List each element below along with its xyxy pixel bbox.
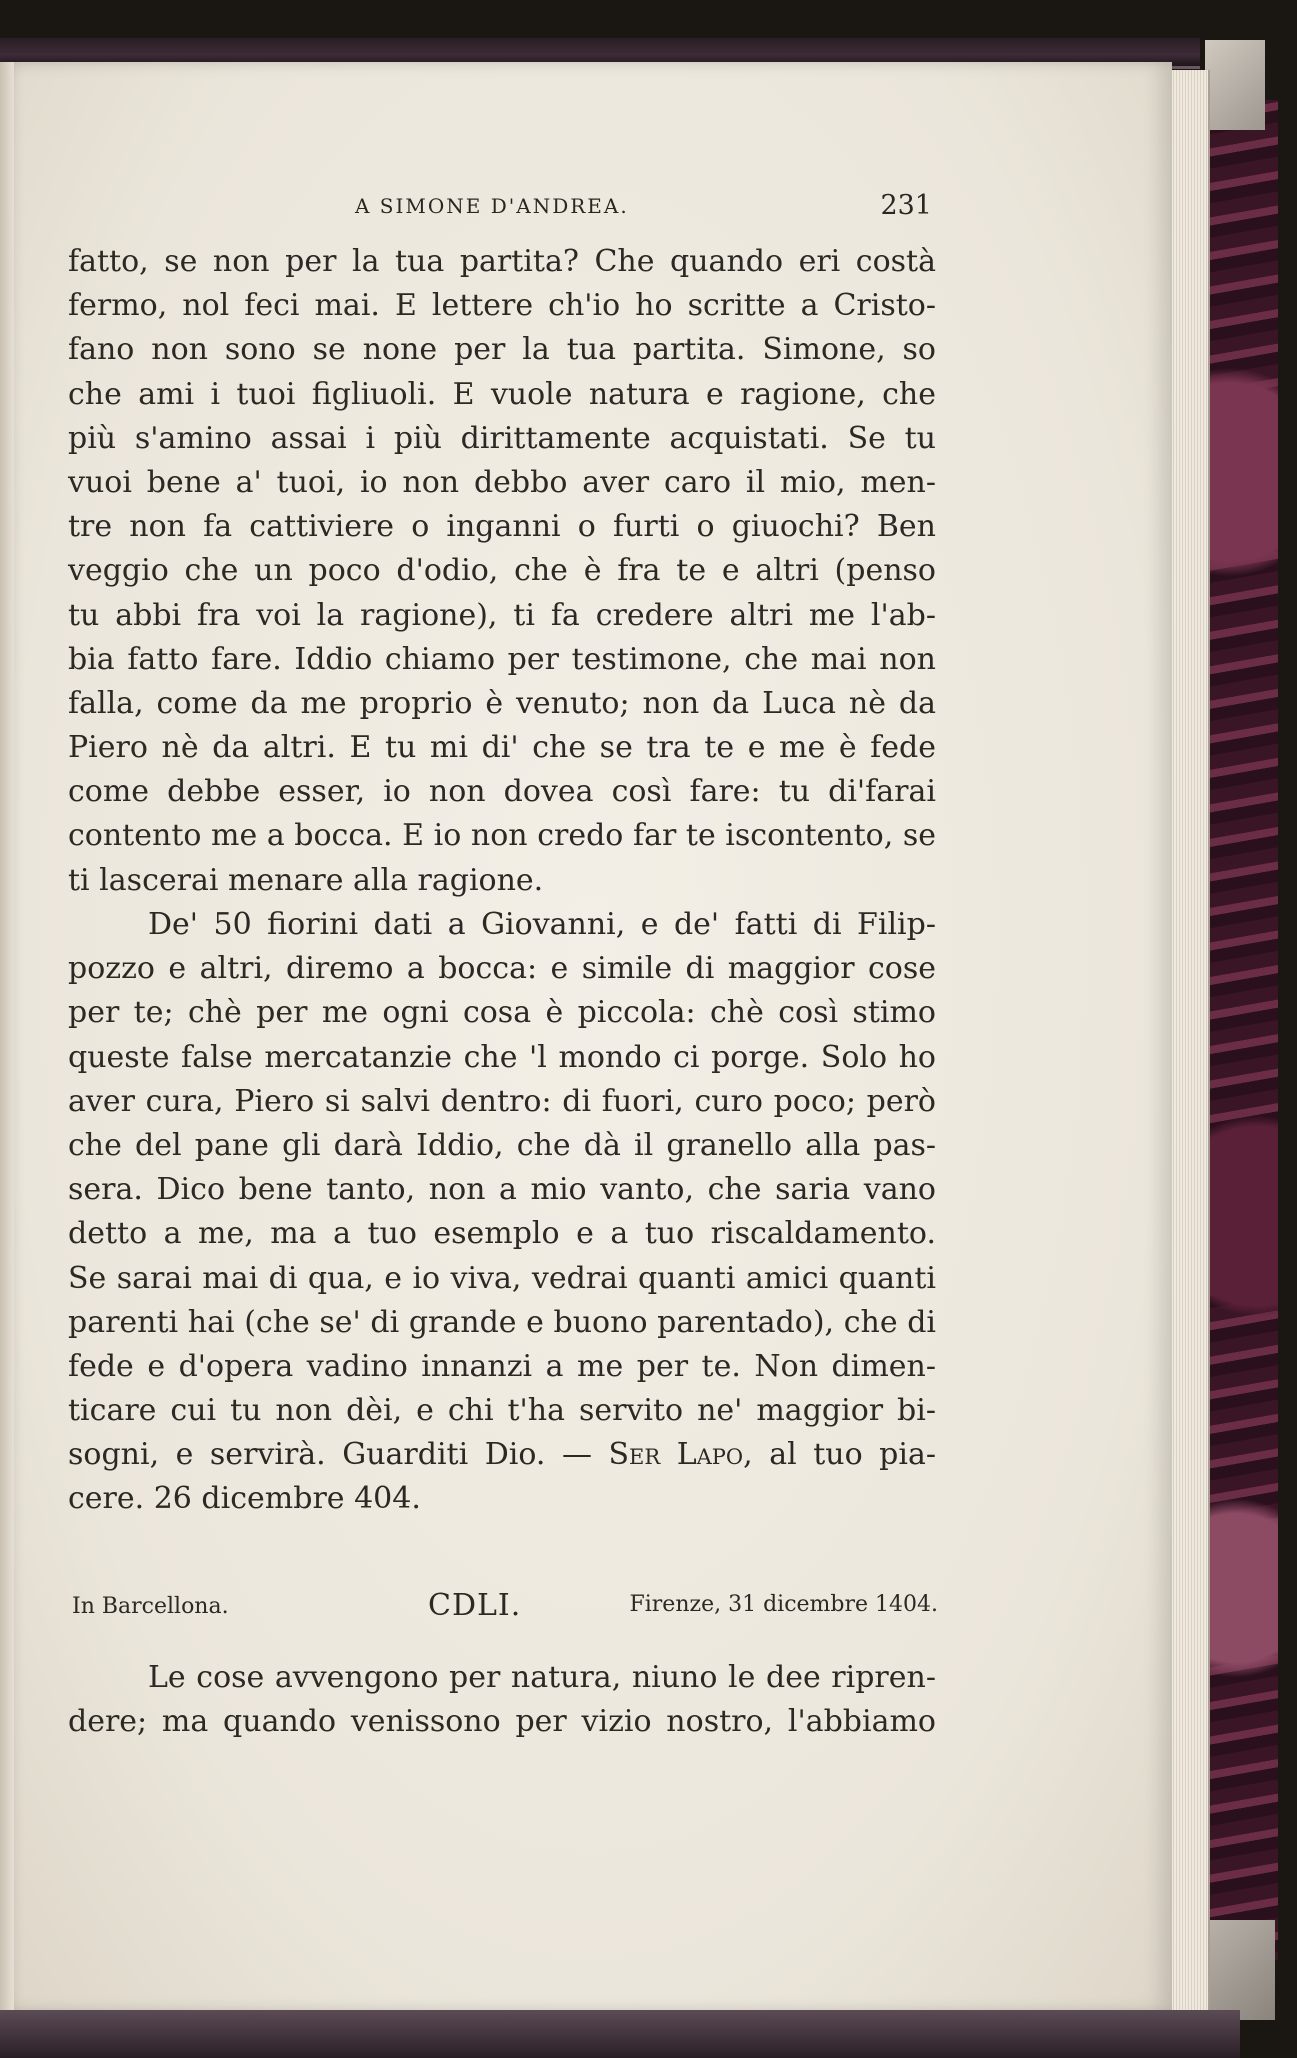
closing-text: sogni, e servirà. Guarditi Dio. — (68, 1437, 609, 1473)
cloth-corner-bottom (1205, 1920, 1275, 2020)
letter-date: Firenze, 31 dicembre 1404. (629, 1592, 938, 1617)
text-line: tre non fa cattiviere o inganni o furti o giuochi? Ben (68, 509, 936, 545)
text-line: pozzo e altri, diremo a bocca: e simile di maggior cose (68, 951, 936, 987)
text-line: vuoi bene a' tuoi, io non debbo aver caro il mio, men- (68, 464, 936, 500)
running-head (60, 190, 932, 224)
text-line: fatto, se non per la tua partita? Che quando eri costà (68, 244, 936, 279)
text-line: tu abbi fra voi la ragione), ti fa credere altri me l'ab- (68, 597, 936, 633)
text-line: più s'amino assai i più dirittamente acquistati. Se tu (68, 420, 936, 456)
book-cover-bottom (0, 2010, 1240, 2058)
cloth-corner-top (1205, 40, 1265, 130)
letter-body-paragraph-1 (68, 240, 936, 903)
facing-page-edge (0, 62, 14, 2012)
text-line: che ami i tuoi figliuoli. E vuole natura e ragione, che (68, 376, 936, 412)
text-line: falla, come da me proprio è venuto; non da Luca nè da (68, 685, 936, 721)
text-line: aver cura, Piero si salvi dentro: di fuori, curo poco; però (68, 1083, 936, 1119)
text-line: contento me a bocca. E io non credo far te iscontento, se (68, 818, 936, 854)
letter-body-paragraph-2 (68, 903, 936, 1522)
text-line: Le cose avvengono per natura, niuno le dee ripren- (148, 1660, 936, 1695)
next-letter-body (68, 1656, 936, 1744)
running-head-title: A SIMONE D'ANDREA. (355, 194, 629, 218)
text-line: fede e d'opera vadino innanzi a me per te. Non dimen- (68, 1348, 936, 1384)
marbled-board (1205, 100, 1278, 1960)
closing-text: , al tuo pia- (743, 1437, 937, 1473)
text-line: De' 50 fiorini dati a Giovanni, e de' fatti di Filip- (148, 907, 936, 942)
closing-line (68, 1433, 936, 1477)
letter-number: CDLI. (428, 1588, 522, 1623)
text-line: che del pane gli darà Iddio, che dà il granello alla pas- (68, 1127, 936, 1163)
text-line: Se sarai mai di qua, e io viva, vedrai quanti amici quanti (68, 1260, 936, 1296)
text-line: Piero nè da altri. E tu mi di' che se tra te e me è fede (68, 730, 936, 766)
text-line: bia fatto fare. Iddio chiamo per testimone, che mai non (68, 641, 936, 677)
letter-header (72, 1588, 938, 1628)
text-line: dere; ma quando venissono per vizio nostro, l'abbiamo (68, 1704, 936, 1740)
text-line: queste false mercatanzie che 'l mondo ci porge. Solo ho (68, 1039, 936, 1075)
text-line: veggio che un poco d'odio, che è fra te e altri (penso (68, 553, 936, 589)
text-line: fano non sono se none per la tua partita. Simone, so (68, 332, 936, 368)
text-line: ti lascerai menare alla ragione. (68, 862, 544, 898)
page-number: 231 (880, 190, 932, 221)
text-line: ticare cui tu non dèi, e chi t'ha servito ne' maggior bi- (68, 1393, 936, 1429)
text-line: per te; chè per me ogni cosa è piccola: chè così stimo (68, 995, 936, 1031)
signature: Ser Lapo (608, 1437, 744, 1473)
text-line: parenti hai (che se' di grande e buono parentado), che di (68, 1304, 936, 1340)
text-line: detto a me, ma a tuo esemplo e a tuo riscaldamento. (68, 1216, 936, 1252)
closing-date: cere. 26 dicembre 404. (68, 1481, 421, 1517)
page-block-edge (1168, 70, 1210, 2015)
text-line: sera. Dico bene tanto, non a mio vanto, che saria vano (68, 1172, 936, 1208)
text-line: come debbe esser, io non dovea così fare: tu di'farai (68, 774, 936, 810)
letter-destination: In Barcellona. (72, 1594, 229, 1619)
text-line: fermo, nol feci mai. E lettere ch'io ho scritte a Cristo- (68, 288, 936, 324)
